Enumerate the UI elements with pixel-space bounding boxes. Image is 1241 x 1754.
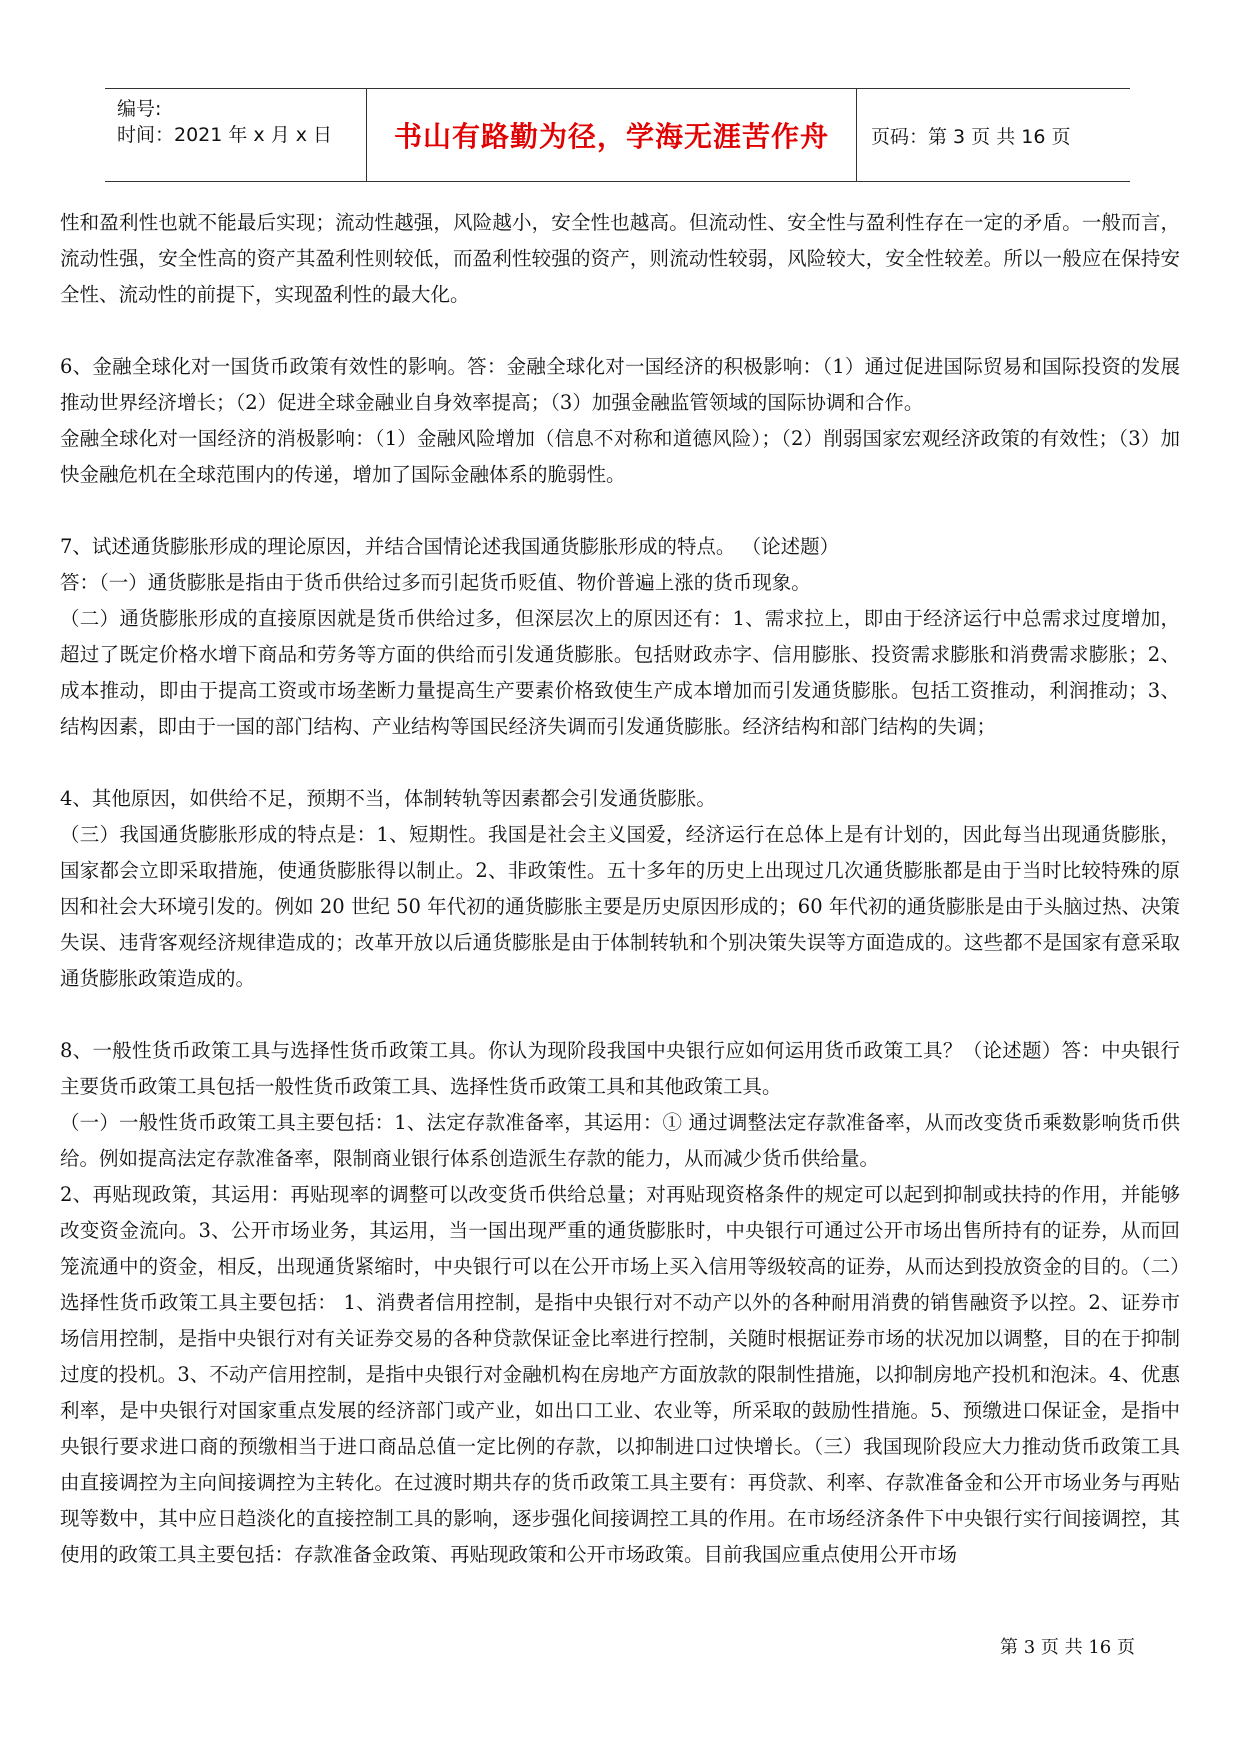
paragraph: 性和盈利性也就不能最后实现；流动性越强，风险越小，安全性也越高。但流动性、安全性与盈利性存在一定的矛盾。一般而言，流动性强，安全性高的资产其盈利性则较低，而盈利性较强的资产，则流动性较弱，风险较大，安全性较差。所以一般应在保持安全性、流动性的前提下，实现盈利性的最大化。	[60, 211, 1180, 306]
paragraph: 金融全球化对一国经济的消极影响：（1）金融风险增加（信息不对称和道德风险）；（2）削弱国家宏观经济政策的有效性；（3）加快金融危机在全球范围内的传递，增加了国际金融体系的脆弱性。	[60, 427, 1180, 486]
motto-text: 书山有路勤为径，学海无涯苦作舟	[393, 120, 829, 153]
paragraph-gap	[60, 493, 1180, 529]
paragraph: 答：（一）通货膨胀是指由于货币供给过多而引起货币贬值、物价普遍上涨的货币现象。	[60, 571, 811, 594]
paragraph: 2、再贴现政策，其运用：再贴现率的调整可以改变货币供给总量；对再贴现资格条件的规定可以起到抑制或扶持的作用，并能够改变资金流向。3、公开市场业务，其运用，当一国出现严重的通货膨胀时，中央银行可通过公开市场出售所持有的证券，从而回笼流通中的资金，相反，出现通货紧缩时，中央银行可以在公开市场上买入信用等级较高的证券，从而达到投放资金的目的。（二）选择性货币政策工具主要包括： 1、消费者信用控制，是指中央银行对不动产以外的各种耐用消费的销售融资予以控。2、证券市场信用控制，是指中央银行对有关证券交易的各种贷款保证金比率进行控制，关随时根据证券市场的状况加以调整，目的在于抑制过度的投机。3、不动产信用控制，是指中央银行对金融机构在房地产方面放款的限制性措施，以抑制房地产投机和泡沫。4、优惠利率，是中央银行对国家重点发展的经济部门或产业，如出口工业、农业等，所采取的鼓励性措施。5、预缴进口保证金，是指中央银行要求进口商的预缴相当于进口商品总值一定比例的存款，以抑制进口过快增长。（三）我国现阶段应大力推动货币政策工具由直接调控为主向间接调控为主转化。在过渡时期共存的货币政策工具主要有：再贷款、利率、存款准备金和公开市场业务与再贴现等数中，其中应日趋淡化的直接控制工具的影响，逐步强化间接调控工具的作用。在市场经济条件下中央银行实行间接调控，其使用的政策工具主要包括：存款准备金政策、再贴现政策和公开市场政策。目前我国应重点使用公开市场	[60, 1183, 1180, 1566]
paragraph: （二）通货膨胀形成的直接原因就是货币供给过多，但深层次上的原因还有：1、需求拉上，即由于经济运行中总需求过度增加，超过了既定价格水增下商品和劳务等方面的供给而引发通货膨胀。包括财政赤字、信用膨胀、投资需求膨胀和消费需求膨胀；2、成本推动，即由于提高工资或市场垄断力量提高生产要素价格致使生产成本增加而引发通货膨胀。包括工资推动，利润推动；3、结构因素，即由于一国的部门结构、产业结构等国民经济失调而引发通货膨胀。经济结构和部门结构的失调；	[60, 607, 1180, 738]
page-info-text: 页码：第 3 页 共 16 页	[871, 125, 1071, 148]
document-body	[60, 205, 1180, 1573]
page-header-table	[105, 88, 1130, 182]
date-label: 时间：2021 年 x 月 x 日	[117, 124, 333, 146]
paragraph-gap	[60, 745, 1180, 781]
paragraph: 8、一般性货币政策工具与选择性货币政策工具。你认为现阶段我国中央银行应如何运用货币政策工具？（论述题）答：中央银行主要货币政策工具包括一般性货币政策工具、选择性货币政策工具和其他政策工具。	[60, 1039, 1180, 1098]
page-number-cell	[857, 89, 1130, 181]
paragraph: 4、其他原因，如供给不足，预期不当，体制转轨等因素都会引发通货膨胀。	[60, 787, 716, 810]
paragraph: 6、金融全球化对一国货币政策有效性的影响。答：金融全球化对一国经济的积极影响：（1）通过促进国际贸易和国际投资的发展推动世界经济增长；（2）促进全球金融业自身效率提高；（3）加强金融监管领域的国际协调和合作。	[60, 355, 1180, 414]
paragraph-gap	[60, 313, 1180, 349]
paragraph: （三）我国通货膨胀形成的特点是：1、短期性。我国是社会主义国爱，经济运行在总体上是有计划的，因此每当出现通货膨胀，国家都会立即采取措施，使通货膨胀得以制止。2、非政策性。五十多年的历史上出现过几次通货膨胀都是由于当时比较特殊的原因和社会大环境引发的。例如 20 世纪 50 年代初的通货膨胀主要是历史原因形成的；60 年代初的通货膨胀是由于头脑过热、决策失误、违背客观经济规律造成的；改革开放以后通货膨胀是由于体制转轨和个别决策失误等方面造成的。这些都不是国家有意采取通货膨胀政策造成的。	[60, 823, 1180, 990]
header-meta-cell	[105, 89, 367, 181]
serial-number-label: 编号:	[117, 98, 162, 120]
paragraph-gap	[60, 997, 1180, 1033]
paragraph: 7、试述通货膨胀形成的理论原因，并结合国情论述我国通货膨胀形成的特点。 （论述题）	[60, 535, 840, 558]
header-motto-cell	[367, 89, 857, 181]
page-footer: 第 3 页 共 16 页	[1000, 1637, 1135, 1658]
paragraph: （一）一般性货币政策工具主要包括：1、法定存款准备率，其运用：① 通过调整法定存款准备率，从而改变货币乘数影响货币供给。例如提高法定存款准备率，限制商业银行体系创造派生存款的能力，从而减少货币供给量。	[60, 1111, 1180, 1170]
